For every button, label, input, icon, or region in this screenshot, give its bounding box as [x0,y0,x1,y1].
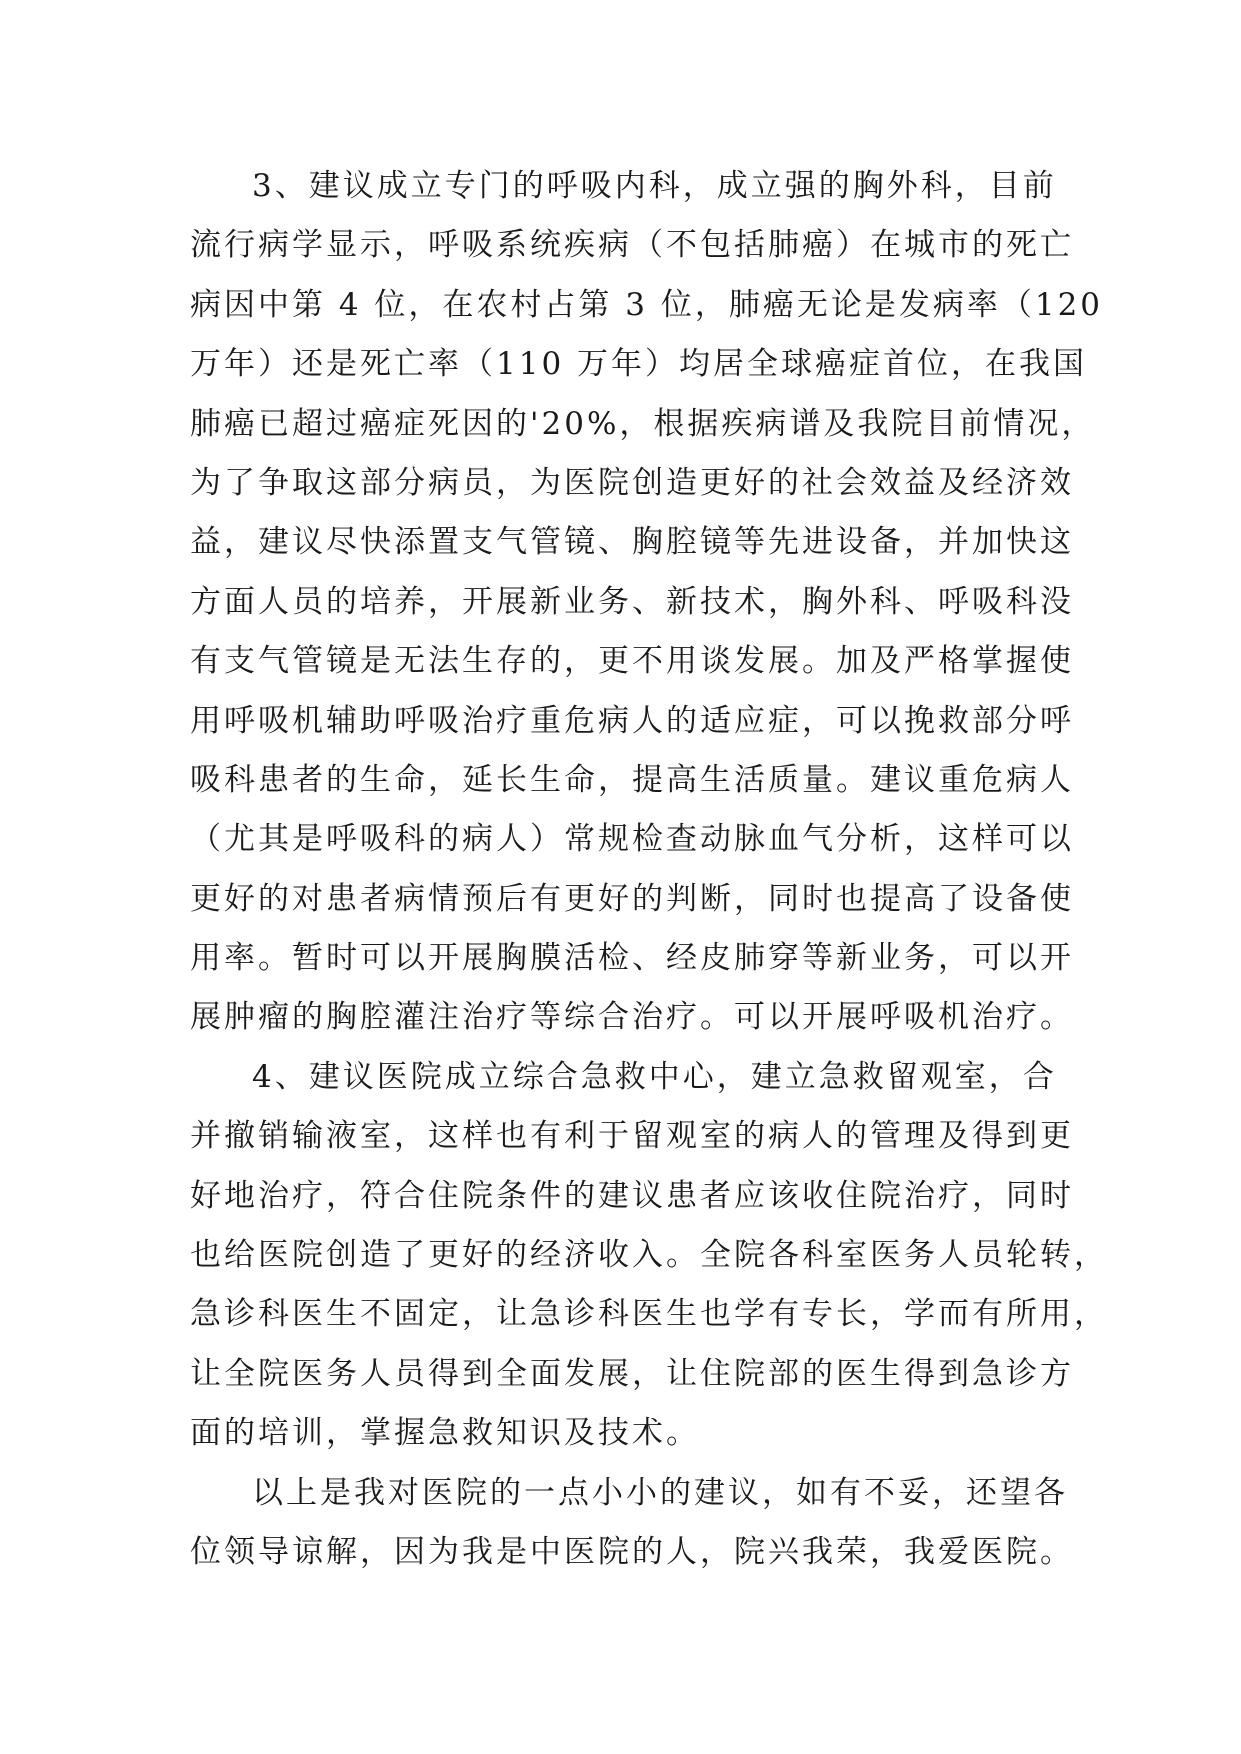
paragraph-line: 更好的对患者病情预后有更好的判断，同时也提高了设备使 [190,880,1074,917]
paragraph-line: 展肿瘤的胸腔灌注治疗等综合治疗。可以开展呼吸机治疗。 [190,999,1074,1036]
paragraph-3 [190,157,1104,1048]
paragraph-line: 用率。暂时可以开展胸膜活检、经皮肺穿等新业务，可以开 [190,940,1074,977]
paragraph-line: 有支气管镜是无法生存的，更不用谈发展。加及严格掌握使 [190,643,1074,680]
paragraph-line: 为了争取这部分病员，为医院创造更好的社会效益及经济效 [190,464,1074,501]
paragraph-line: 流行病学显示，呼吸系统疾病（不包括肺癌）在城市的死亡 [190,227,1074,264]
paragraph-line: 方面人员的培养，开展新业务、新技术，胸外科、呼吸科没 [190,583,1074,620]
paragraph-line: 让全院医务人员得到全面发展，让住院部的医生得到急诊方 [190,1355,1074,1392]
paragraph-line: 吸科患者的生命，延长生命，提高生活质量。建议重危病人 [190,761,1074,798]
paragraph-line: 万年）还是死亡率（110 万年）均居全球癌症首位，在我国 [190,346,1088,383]
paragraph-line: （尤其是呼吸科的病人）常规检查动脉血气分析，这样可以 [190,821,1074,858]
paragraph-line: 急诊科医生不固定，让急诊科医生也学有专长，学而有所用， [190,1296,1108,1333]
paragraph-line: 用呼吸机辅助呼吸治疗重危病人的适应症，可以挽救部分呼 [190,702,1074,739]
paragraph-line: 病因中第 4 位，在农村占第 3 位，肺癌无论是发病率（120 [190,286,1104,323]
paragraph-line: 好地治疗，符合住院条件的建议患者应该收住院治疗，同时 [190,1177,1074,1214]
paragraph-line: 以上是我对医院的一点小小的建议，如有不妥，还望各 [252,1474,1068,1511]
paragraph-closing [190,1464,1074,1583]
paragraph-line: 也给医院创造了更好的经济收入。全院各科室医务人员轮转， [190,1237,1108,1274]
paragraph-line: 4、建议医院成立综合急救中心，建立急救留观室，合 [252,1058,1057,1095]
paragraph-line: 3、建议成立专门的呼吸内科，成立强的胸外科，目前 [252,168,1057,204]
document-body [190,157,1108,1582]
paragraph-4 [190,1048,1108,1464]
paragraph-line: 面的培训，掌握急救知识及技术。 [190,1415,700,1452]
paragraph-line: 并撤销输液室，这样也有利于留观室的病人的管理及得到更 [190,1118,1074,1155]
paragraph-line: 益，建议尽快添置支气管镜、胸腔镜等先进设备，并加快这 [190,524,1074,561]
paragraph-line: 位领导谅解，因为我是中医院的人，院兴我荣，我爱医院。 [190,1533,1074,1570]
paragraph-line: 肺癌已超过癌症死因的'20%，根据疾病谱及我院目前情况， [190,405,1096,442]
